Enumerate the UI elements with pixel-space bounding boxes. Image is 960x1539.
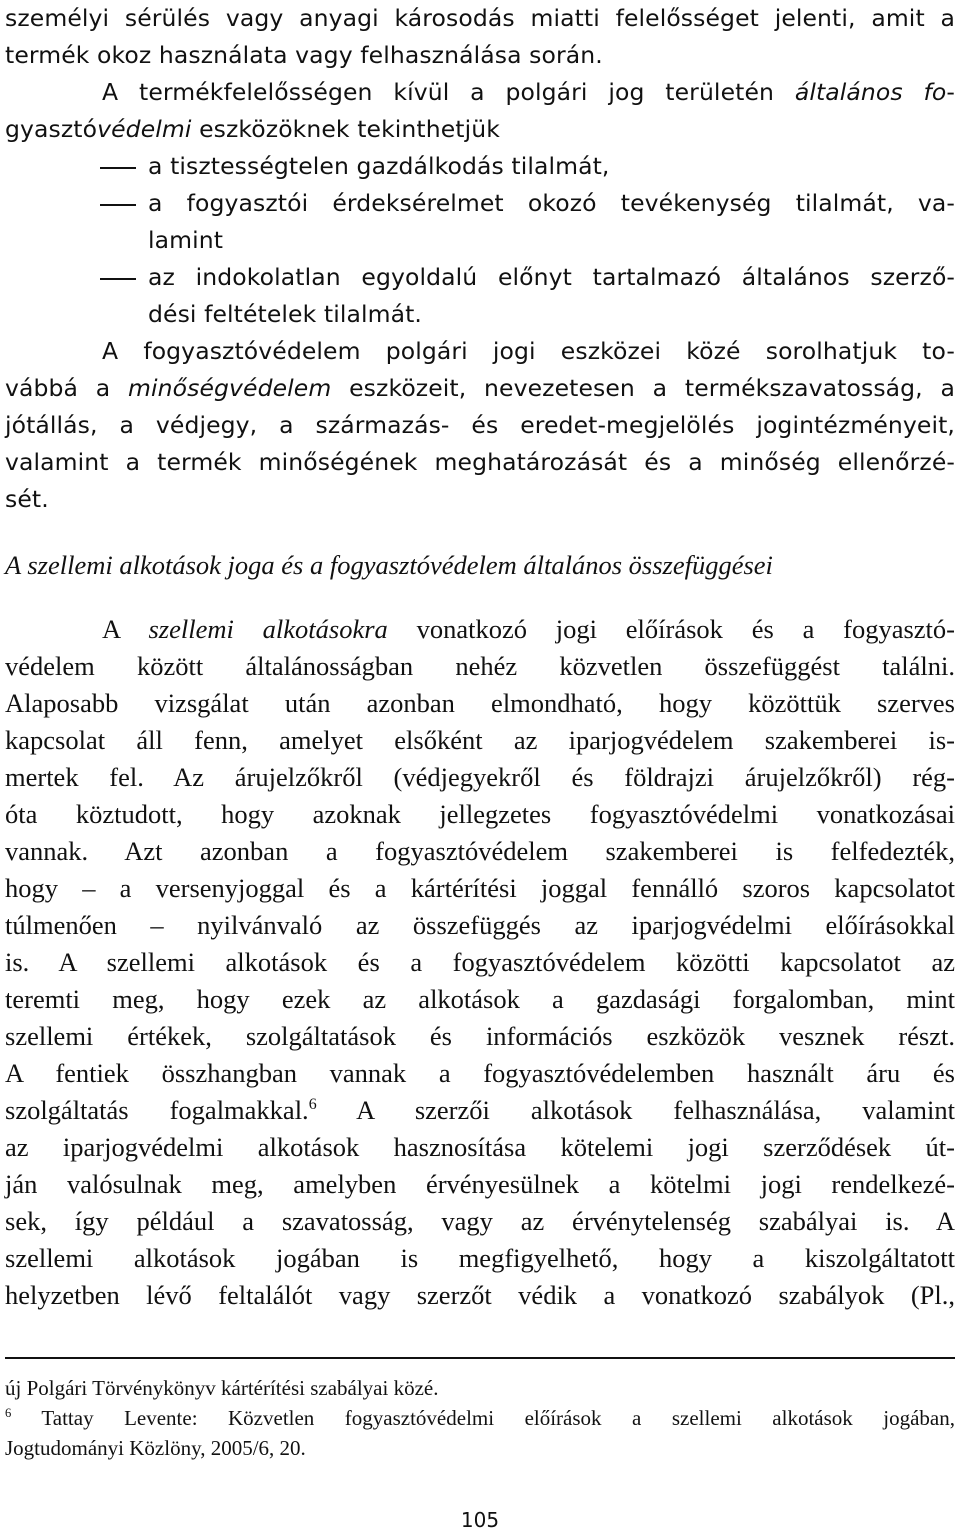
text-line: gyasztóvédelmi eszközöknek tekinthetjük	[5, 115, 500, 143]
text-line: helyzetben lévő feltalálót vagy szerzőt védik a vonatkozó szabályok (Pl.,	[5, 1280, 955, 1310]
text-line: is. A szellemi alkotások és a fogyasztóvédelem közötti kapcsolatot az	[5, 947, 955, 977]
text-line: ján valósulnak meg, amelyben érvényesülnek a kötelmi jogi rendelkezé-	[5, 1169, 955, 1199]
list-item-continuation: dési feltételek tilalmát.	[148, 300, 422, 328]
text-line: óta köztudott, hogy azoknak jellegzetes fogyasztóvédelmi vonatkozásai	[5, 799, 955, 829]
footnote-continuation: új Polgári Törvénykönyv kártérítési szabályai közé.	[5, 1376, 439, 1400]
footnote-separator	[5, 1357, 955, 1359]
text-line: sek, így például a szavatosság, vagy az érvénytelenség szabályai is. A	[5, 1206, 955, 1236]
dash-bullet	[100, 204, 136, 206]
text-line: szolgáltatás fogalmakkal.$^6$ A szerzői alkotások felhasználása, valamint	[5, 1095, 955, 1125]
text-line: kapcsolat áll fenn, amelyet elsőként az iparjogvédelem szakemberei is-	[5, 725, 955, 755]
text-line: A fogyasztóvédelem polgári jogi eszközei közé sorolhatjuk to-	[102, 337, 955, 365]
text-line: túlmenően – nyilvánvaló az összefüggés az iparjogvédelmi előírásokkal	[5, 910, 955, 940]
text-line: jótállás, a védjegy, a származás- és eredet-megjelölés jogintézményeit,	[5, 411, 955, 439]
list-item: a tisztességtelen gazdálkodás tilalmát,	[148, 152, 610, 180]
footnote-mark: 6	[5, 1406, 12, 1420]
text-line: vannak. Azt azonban a fogyasztóvédelem szakemberei is felfedezték,	[5, 836, 955, 866]
section-heading: A szellemi alkotások joga és a fogyasztóvédelem általános összefüggései	[5, 550, 773, 580]
list-item-continuation: lamint	[148, 226, 224, 254]
dash-bullet	[100, 278, 136, 280]
list-item: az indokolatlan egyoldalú előnyt tartalmazó általános szerző-	[148, 263, 955, 291]
footnote-6-continuation: Jogtudományi Közlöny, 2005/6, 20.	[5, 1436, 306, 1460]
text-line: védelem között általánosságban nehéz közvetlen összefüggést találni.	[5, 651, 955, 681]
text-line: Alaposabb vizsgálat után azonban elmondható, hogy közöttük szerves	[5, 688, 955, 718]
text-line: A fentiek összhangban vannak a fogyasztóvédelemben használt áru és	[5, 1058, 955, 1088]
text-line: vábbá a minőségvédelem eszközeit, nevezetesen a termékszavatosság, a	[5, 374, 955, 402]
text-line: sét.	[5, 485, 49, 513]
text-line: szellemi értékek, szolgáltatások és információs eszközök vesznek részt.	[5, 1021, 955, 1051]
page-number: 105	[460, 1508, 500, 1532]
text-line: szellemi alkotások jogában is megfigyelhető, hogy a kiszolgáltatott	[5, 1243, 955, 1273]
text-line: hogy – a versenyjoggal és a kártérítési joggal fennálló szoros kapcsolatot	[5, 873, 955, 903]
text-line: személyi sérülés vagy anyagi károsodás miatti felelősséget jelenti, amit a	[5, 4, 955, 32]
text-line: az iparjogvédelmi alkotások hasznosítása kötelemi jogi szerződések út-	[5, 1132, 955, 1162]
text-line: valamint a termék minőségének meghatározását és a minőség ellenőrzé-	[5, 448, 955, 476]
list-item: a fogyasztói érdeksérelmet okozó tevékenység tilalmát, va-	[148, 189, 955, 217]
text-line: teremti meg, hogy ezek az alkotások a gazdasági forgalomban, mint	[5, 984, 955, 1014]
text-line: mertek fel. Az árujelzőkről (védjegyekről és földrajzi árujelzőkről) rég-	[5, 762, 955, 792]
text-line: A termékfelelősségen kívül a polgári jog területén általános fo-	[102, 78, 955, 106]
footnote-text: Tattay Levente: Közvetlen fogyasztóvédelmi előírások a szellemi alkotások jogában,	[41, 1406, 955, 1430]
dash-bullet	[100, 167, 136, 169]
footnote-6	[5, 1403, 955, 1433]
text-line: termék okoz használata vagy felhasználása során.	[5, 41, 603, 69]
text-line: A szellemi alkotásokra vonatkozó jogi előírások és a fogyasztó-	[102, 614, 955, 644]
